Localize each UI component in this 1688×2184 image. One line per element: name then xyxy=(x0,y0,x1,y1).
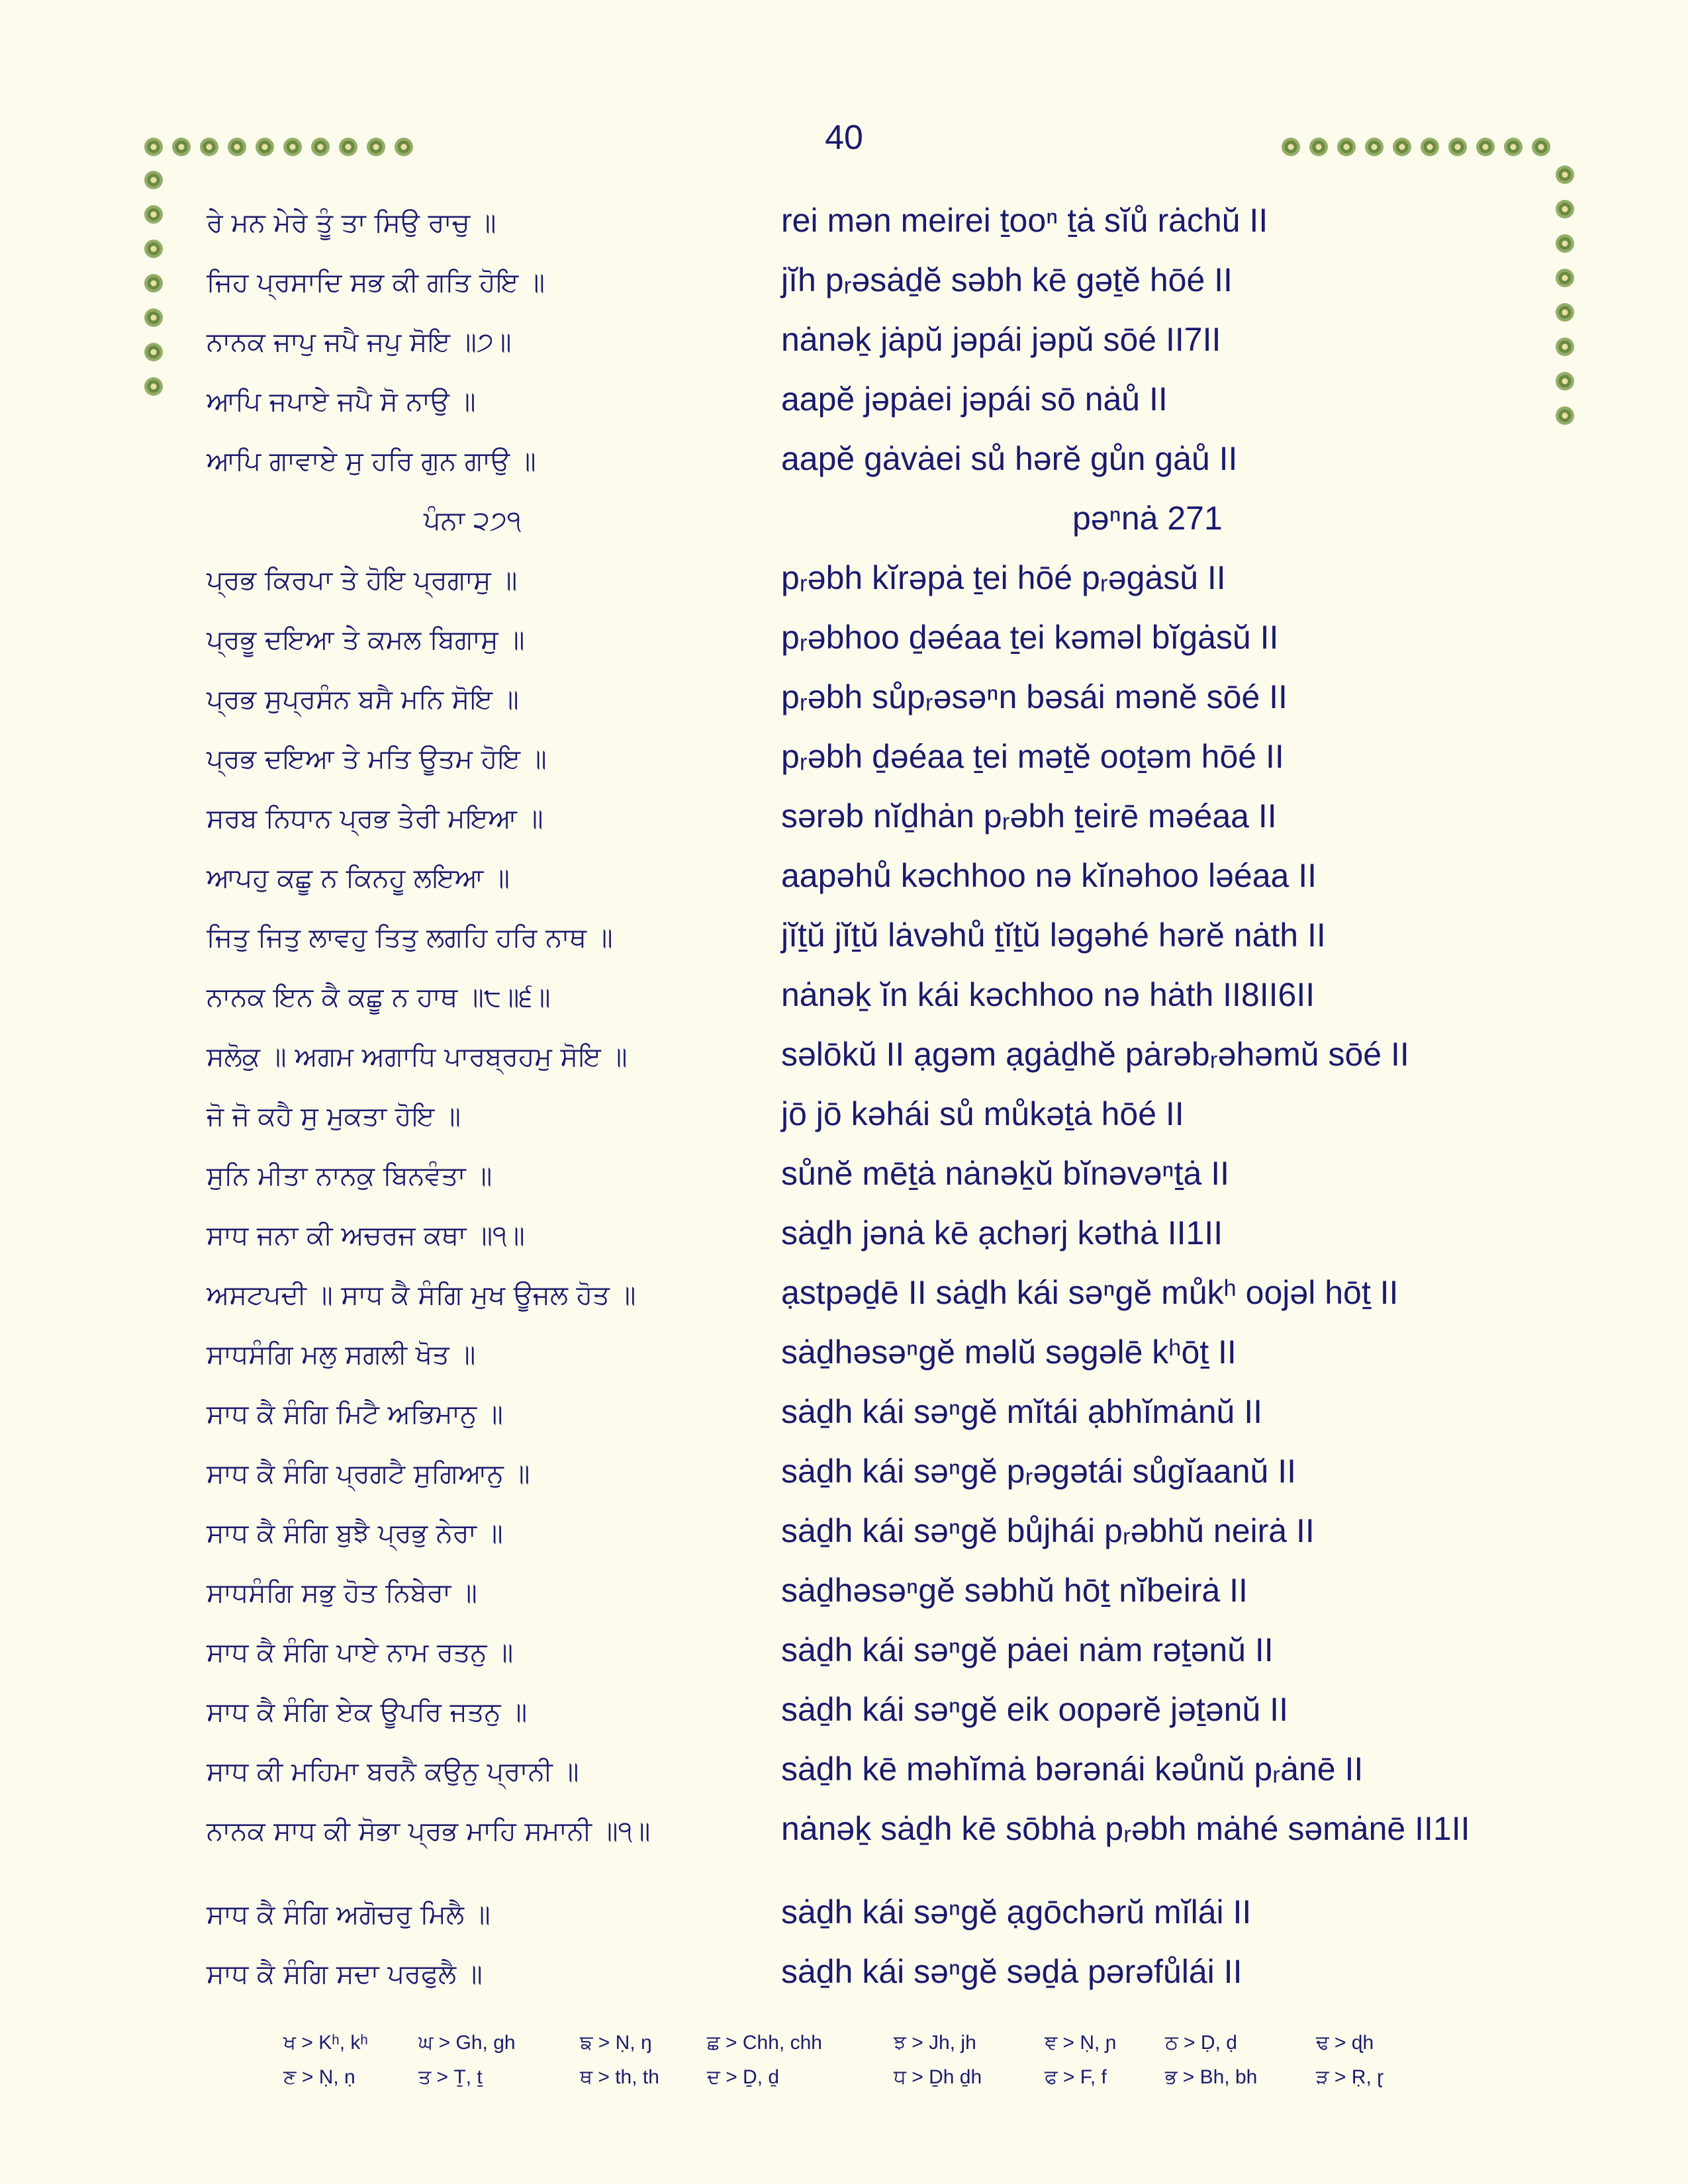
legend-row xyxy=(0,2066,1688,2095)
border-flowers-top-left xyxy=(144,138,413,156)
gurmukhi-text: ਆਪਿ ਜਪਾਏ ਜਪੈ ਸੋ ਨਾਉ ॥ xyxy=(207,387,476,417)
gurmukhi-text: ਪ੍ਰਭੂ ਦਇਆ ਤੇ ਕਮਲ ਬਿਗਾਸੁ ॥ xyxy=(207,625,525,655)
flower-icon xyxy=(1532,138,1550,156)
page-number: 40 xyxy=(825,118,863,157)
transliteration-text: nȧnəḵ jȧpŭ jəpái jəpŭ sōé II7II xyxy=(781,321,1221,358)
transliteration-text: sȧḏh kē məhĭmȧ bərənái kəůnŭ pᵣȧnē II xyxy=(781,1751,1364,1788)
verse-line xyxy=(0,618,1688,664)
verse-line xyxy=(0,1392,1688,1439)
flower-icon xyxy=(1448,138,1467,156)
gurmukhi-text: ਆਪਹੁ ਕਛੂ ਨ ਕਿਨਹੂ ਲਇਆ ॥ xyxy=(207,863,510,893)
transliteration-text: pᵣəbh sůpᵣəsəⁿn bəsái mənĕ sōé II xyxy=(781,678,1288,715)
verse-line xyxy=(0,1154,1688,1201)
transliteration-text: aapəhů kəchhoo nə kĭnəhoo ləéaa II xyxy=(781,857,1317,894)
transliteration-text: sərəb nĭḏhȧn pᵣəbh ṯeirē məéaa II xyxy=(781,797,1277,835)
flower-icon xyxy=(228,138,246,156)
gurmukhi-text: ਜੋ ਜੋ ਕਹੈ ਸੁ ਮੁਕਤਾ ਹੋਇ ॥ xyxy=(207,1101,461,1132)
verse-line xyxy=(0,1893,1688,1939)
gurmukhi-text: ਸਾਧ ਕੈ ਸੰਗਿ ਅਗੋਚਰੁ ਮਿਲੈ ॥ xyxy=(207,1899,491,1930)
legend-item: ਫ > F, f xyxy=(1045,2066,1107,2088)
transliteration-text: nȧnəḵ ĭn kái kəchhoo nə hȧth II8II6II xyxy=(781,976,1315,1013)
legend-item: ਘ > Gh, gh xyxy=(418,2032,516,2054)
verse-line xyxy=(0,1690,1688,1737)
verse-line xyxy=(0,856,1688,903)
transliteration-text: sȧḏh kái səⁿgĕ pᵣəgətái sůgĭaanŭ II xyxy=(781,1453,1297,1490)
transliteration-text: sȧḏh kái səⁿgĕ pȧei nȧm rəṯənŭ II xyxy=(781,1631,1274,1668)
transliteration-text: pəⁿnȧ 271 xyxy=(1072,500,1223,537)
legend-item: ਖ > Kʰ, kʰ xyxy=(283,2032,368,2054)
transliteration-text: sȧḏhəsəⁿgĕ məlŭ səgəlē kʰōṯ II xyxy=(781,1334,1237,1371)
gurmukhi-text: ਰੇ ਮਨ ਮੇਰੇ ਤੂੰ ਤਾ ਸਿਉ ਰਾਚੁ ॥ xyxy=(207,208,496,238)
legend-item: ਥ > th, th xyxy=(580,2066,659,2088)
legend-item: ਝ > Jh, jh xyxy=(894,2032,976,2054)
flower-icon xyxy=(339,138,357,156)
legend-item: ੜ > Ṛ, ɽ xyxy=(1316,2066,1384,2088)
verse-line xyxy=(0,797,1688,843)
transliteration-text: pᵣəbh kĭrəpȧ ṯei hōé pᵣəgȧsŭ II xyxy=(781,559,1226,596)
gurmukhi-text: ਆਪਿ ਗਾਵਾਏ ਸੁ ਹਰਿ ਗੁਨ ਗਾਉ ॥ xyxy=(207,446,536,477)
legend-row xyxy=(0,2032,1688,2061)
gurmukhi-text: ਅਸਟਪਦੀ ॥ ਸਾਧ ਕੈ ਸੰਗਿ ਮੁਖ ਊਜਲ ਹੋਤ ॥ xyxy=(207,1280,636,1310)
verse-line xyxy=(0,1333,1688,1379)
gurmukhi-text: ਸਾਧ ਕੈ ਸੰਗਿ ਸਦਾ ਪਰਫੁਲੈ ॥ xyxy=(207,1959,483,1989)
verse-line xyxy=(0,261,1688,307)
gurmukhi-text: ਪ੍ਰਭ ਕਿਰਪਾ ਤੇ ਹੋਇ ਪ੍ਰਗਾਸੁ ॥ xyxy=(207,565,518,596)
verse-line xyxy=(0,1214,1688,1260)
verse-line xyxy=(0,1952,1688,1999)
verse-line xyxy=(0,916,1688,962)
transliteration-text: sȧḏhəsəⁿgĕ səbhŭ hōṯ nĭbeirȧ II xyxy=(781,1572,1248,1609)
legend-item: ਞ > Ṇ, ɲ xyxy=(1045,2032,1117,2054)
flower-icon xyxy=(395,138,413,156)
gurmukhi-text: ਨਾਨਕ ਜਾਪੁ ਜਪੈ ਜਪੁ ਸੋਇ ॥੭॥ xyxy=(207,327,512,357)
transliteration-text: sȧḏh kái səⁿgĕ səḏȧ pərəfůlái II xyxy=(781,1953,1243,1990)
verse-line xyxy=(0,1512,1688,1558)
legend-item: ਙ > Ṇ, ŋ xyxy=(580,2032,652,2054)
flower-icon xyxy=(1476,138,1495,156)
legend-item: ਦ > Ḏ, ḏ xyxy=(707,2066,780,2088)
flower-icon xyxy=(1504,138,1523,156)
transliteration-text: jĭh pᵣəsȧḏĕ səbh kē gəṯĕ hōé II xyxy=(781,261,1233,298)
gurmukhi-text: ਪ੍ਰਭ ਸੁਪ੍ਰਸੰਨ ਬਸੈ ਮਨਿ ਸੋਇ ॥ xyxy=(207,684,519,715)
verse-line xyxy=(0,1750,1688,1796)
gurmukhi-text: ਸਾਧ ਕੈ ਸੰਗਿ ਏਕ ਊਪਰਿ ਜਤਨੁ ॥ xyxy=(207,1697,528,1727)
transliteration-text: sȧḏh kái səⁿgĕ bůjhái pᵣəbhŭ neirȧ II xyxy=(781,1512,1315,1549)
flower-icon xyxy=(1556,165,1574,184)
transliteration-text: ạstpəḏē II sȧḏh kái səⁿgĕ můkʰ oojəl hōṯ II xyxy=(781,1274,1399,1311)
flower-icon xyxy=(1337,138,1356,156)
flower-icon xyxy=(144,138,163,156)
legend-item: ਛ > Chh, chh xyxy=(707,2032,822,2054)
transliteration-text: sȧḏh kái səⁿgĕ eik oopərĕ jəṯənŭ II xyxy=(781,1691,1288,1728)
gurmukhi-text: ਨਾਨਕ ਸਾਧ ਕੀ ਸੋਭਾ ਪ੍ਰਭ ਮਾਹਿ ਸਮਾਨੀ ॥੧॥ xyxy=(207,1816,651,1846)
verse-line xyxy=(0,439,1688,486)
gurmukhi-text: ਸਾਧ ਜਨਾ ਕੀ ਅਚਰਜ ਕਥਾ ॥੧॥ xyxy=(207,1220,525,1251)
verse-line xyxy=(0,1035,1688,1081)
gurmukhi-text: ਸੁਨਿ ਮੀਤਾ ਨਾਨਕੁ ਬਿਨਵੰਤਾ ॥ xyxy=(207,1161,492,1191)
gurmukhi-text: ਸਾਧ ਕੈ ਸੰਗਿ ਪ੍ਰਗਟੈ ਸੁਗਿਆਨੁ ॥ xyxy=(207,1459,530,1489)
legend-item: ਭ > Bh, bh xyxy=(1165,2066,1258,2088)
transliteration-text: rei mən meirei ṯooⁿ ṯȧ sĭů rȧchŭ II xyxy=(781,202,1268,239)
gurmukhi-text: ਸਲੋਕੁ ॥ ਅਗਮ ਅਗਾਧਿ ਪਾਰਬ੍ਰਹਮੁ ਸੋਇ ॥ xyxy=(207,1042,628,1072)
transliteration-text: pᵣəbhoo ḏəéaa ṯei kəməl bĭgȧsŭ II xyxy=(781,619,1279,656)
verse-line xyxy=(0,559,1688,605)
verse-line xyxy=(0,201,1688,248)
verse-line xyxy=(0,1631,1688,1677)
verse-line xyxy=(0,1809,1688,1856)
gurmukhi-text: ਜਿਤੁ ਜਿਤੁ ਲਾਵਹੁ ਤਿਤੁ ਲਗਹਿ ਹਰਿ ਨਾਥ ॥ xyxy=(207,923,613,953)
transliteration-text: jĭṯŭ jĭṯŭ lȧvəhů ṯĭṯŭ ləgəhé hərĕ nȧth II xyxy=(781,917,1326,954)
legend-item: ਣ > Ṇ, ṇ xyxy=(283,2066,355,2088)
legend-item: ਤ > Ṯ, ṯ xyxy=(418,2066,483,2088)
gurmukhi-text: ਪ੍ਰਭ ਦਇਆ ਤੇ ਮਤਿ ਊਤਮ ਹੋਇ ॥ xyxy=(207,744,547,774)
flower-icon xyxy=(200,138,218,156)
legend-item: ਢ > ɖh xyxy=(1316,2032,1374,2054)
transliteration-text: sȧḏh kái səⁿgĕ mĭtái ạbhĭmȧnŭ II xyxy=(781,1393,1262,1430)
flower-icon xyxy=(144,171,163,189)
verse-line xyxy=(0,678,1688,724)
transliteration-text: pᵣəbh ḏəéaa ṯei məṯĕ ooṯəm hōé II xyxy=(781,738,1284,775)
transliteration-text: sȧḏh jənȧ kē ạchərj kəthȧ II1II xyxy=(781,1214,1223,1251)
transliteration-text: aapĕ gȧvȧei sů hərĕ gůn gȧů II xyxy=(781,440,1238,477)
gurmukhi-text: ਸਾਧ ਕੈ ਸੰਗਿ ਪਾਏ ਨਾਮ ਰਤਨੁ ॥ xyxy=(207,1637,514,1668)
flower-icon xyxy=(283,138,302,156)
transliteration-text: səlōkŭ II ạgəm ạgȧḏhĕ pȧrəbᵣəhəmŭ sōé II xyxy=(781,1036,1409,1073)
flower-icon xyxy=(1393,138,1411,156)
flower-icon xyxy=(1421,138,1439,156)
gurmukhi-text: ਸਾਧ ਕੀ ਮਹਿਮਾ ਬਰਨੈ ਕਉਨੁ ਪ੍ਰਾਨੀ ॥ xyxy=(207,1756,579,1787)
flower-icon xyxy=(1282,138,1300,156)
transliteration-text: nȧnəḵ sȧḏh kē sōbhȧ pᵣəbh mȧhé səmȧnē II1II xyxy=(781,1810,1470,1847)
flower-icon xyxy=(1309,138,1328,156)
verse-line xyxy=(0,1273,1688,1320)
gurmukhi-text: ਸਾਧਸੰਗਿ ਸਭੁ ਹੋਤ ਨਿਬੇਰਾ ॥ xyxy=(207,1578,477,1608)
transliteration-text: aapĕ jəpȧei jəpái sō nȧů II xyxy=(781,381,1168,418)
gurmukhi-text: ਜਿਹ ਪ੍ਰਸਾਦਿ ਸਭ ਕੀ ਗਤਿ ਹੋਇ ॥ xyxy=(207,267,545,298)
flower-icon xyxy=(367,138,385,156)
gurmukhi-text: ਪੰਨਾ ੨੭੧ xyxy=(424,506,522,536)
gurmukhi-text: ਸਾਧ ਕੈ ਸੰਗਿ ਬੁਝੈ ਪ੍ਰਭੁ ਨੇਰਾ ॥ xyxy=(207,1518,503,1549)
transliteration-text: sůnĕ mēṯȧ nȧnəḵŭ bĭnəvəⁿṯȧ II xyxy=(781,1155,1230,1192)
legend-item: ਧ > Ḏh ḏh xyxy=(894,2066,982,2088)
flower-icon xyxy=(172,138,191,156)
gurmukhi-text: ਨਾਨਕ ਇਨ ਕੈ ਕਛੂ ਨ ਹਾਥ ॥੮॥੬॥ xyxy=(207,982,551,1013)
verse-line xyxy=(0,1095,1688,1141)
transliteration-text: jō jō kəhái sů můkəṯȧ hōé II xyxy=(781,1095,1184,1132)
verse-line xyxy=(0,976,1688,1022)
gurmukhi-text: ਸਰਬ ਨਿਧਾਨ ਪ੍ਰਭ ਤੇਰੀ ਮਇਆ ॥ xyxy=(207,803,543,834)
transliteration-text: sȧḏh kái səⁿgĕ ạgōchərŭ mĭlái II xyxy=(781,1893,1252,1931)
border-flowers-top-right xyxy=(1282,138,1550,156)
verse-line xyxy=(0,1452,1688,1498)
flower-icon xyxy=(1365,138,1383,156)
gurmukhi-text: ਸਾਧਸੰਗਿ ਮਲੁ ਸਗਲੀ ਖੋਤ ॥ xyxy=(207,1340,476,1370)
flower-icon xyxy=(311,138,330,156)
verse-line xyxy=(0,380,1688,426)
flower-icon xyxy=(256,138,274,156)
verse-line xyxy=(0,320,1688,367)
verse-line xyxy=(0,499,1688,545)
verse-line xyxy=(0,1571,1688,1617)
legend-item: ਠ > Ḍ, ḍ xyxy=(1165,2032,1237,2054)
verse-line xyxy=(0,737,1688,784)
gurmukhi-text: ਸਾਧ ਕੈ ਸੰਗਿ ਮਿਟੈ ਅਭਿਮਾਨੁ ॥ xyxy=(207,1399,503,1430)
